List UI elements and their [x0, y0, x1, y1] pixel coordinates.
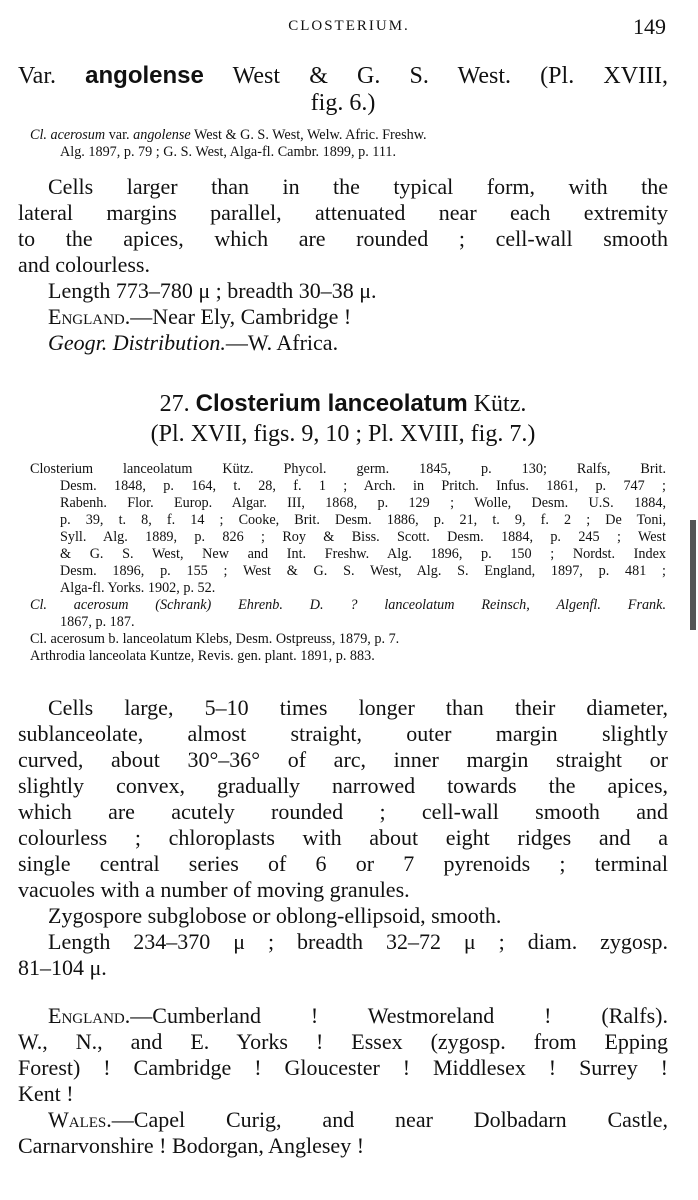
variety-heading-line	[18, 62, 668, 90]
scan-edge-mark	[690, 520, 696, 630]
reference-line: Cl. acerosum b. lanceolatum Klebs, Desm. Ostpreuss, 1879, p. 7.	[30, 631, 400, 647]
region-text: —Capel Curig, and near Dolbadarn Castle,	[111, 1107, 668, 1132]
region-text: —Cumberland ! Westmoreland ! (Ralfs).	[130, 1003, 668, 1028]
reference-line: Closterium lanceolatum Kütz. Phycol. germ. 1845, p. 130; Ralfs, Brit.	[30, 461, 666, 477]
species-author: Kütz.	[473, 391, 527, 417]
reference-line: Arthrodia lanceolata Kuntze, Revis. gen. plant. 1891, p. 883.	[30, 648, 375, 664]
region-text-line: Carnarvonshire ! Bodorgan, Anglesey !	[18, 1133, 365, 1158]
region-label: Geogr. Distribution.	[48, 330, 226, 355]
measurements-cont: 81–104 μ.	[18, 955, 107, 980]
region-text: —W. Africa.	[225, 330, 339, 355]
reference-line: p. 39, t. 8, f. 14 ; Cooke, Brit. Desm. 1886, p. 21, t. 9, f. 2 ; De Toni,	[60, 512, 666, 528]
ref-epithet: angolense	[133, 127, 191, 143]
description-line: to the apices, which are rounded ; cell-wall smooth	[18, 226, 668, 251]
species-references	[30, 461, 666, 665]
region-text-line: W., N., and E. Yorks ! Essex (zygosp. from Epping	[18, 1029, 668, 1054]
variety-authority: West & G. S. West. (Pl. XVIII,	[232, 63, 668, 89]
description-line: and colourless.	[18, 252, 150, 277]
running-title: CLOSTERIUM.	[288, 18, 410, 34]
page-number: 149	[633, 14, 666, 39]
distribution-geographic	[18, 330, 668, 356]
reference-line: Alga-fl. Yorks. 1902, p. 52.	[60, 580, 216, 596]
ref-rank: var.	[108, 127, 130, 143]
ref-taxon: Cl. acerosum	[30, 127, 106, 143]
region-label: England.	[48, 304, 131, 329]
ref-citation: West & G. S. West, Welw. Afric. Freshw.	[193, 127, 427, 143]
description-line: sublanceolate, almost straight, outer margin slightly	[18, 721, 668, 746]
reference-line: & G. S. West, New and Int. Freshw. Alg. 1896, p. 150 ; Nordst. Index	[60, 546, 666, 562]
description-line: single central series of 6 or 7 pyrenoids ; terminal	[18, 851, 668, 876]
reference-line: Cl. acerosum (Schrank) Ehrenb. D. ? lanceolatum Reinsch, Algenfl. Frank.	[30, 597, 666, 613]
region-label: Wales.	[48, 1107, 112, 1132]
distribution-england	[18, 1003, 668, 1029]
description-line: vacuoles with a number of moving granules.	[18, 877, 410, 902]
distribution-wales	[18, 1107, 668, 1133]
description-line: slightly convex, gradually narrowed towards the apices,	[18, 773, 668, 798]
description-line: Cells large, 5–10 times longer than their diameter,	[48, 695, 668, 720]
species-heading	[18, 390, 668, 448]
reference-line: Desm. 1848, p. 164, t. 28, f. 1 ; Arch. in Pritch. Infus. 1861, p. 747 ;	[60, 478, 666, 494]
species-description	[18, 695, 668, 981]
variety-figure-ref: fig. 6.)	[310, 90, 376, 116]
reference-line: Syll. Alg. 1889, p. 826 ; Roy & Biss. Scott. Desm. 1884, p. 245 ; West	[60, 529, 666, 545]
ref-citation-cont: Alg. 1897, p. 79 ; G. S. West, Alga-fl. Cambr. 1899, p. 111.	[60, 144, 397, 160]
reference-line: Rabenh. Flor. Europ. Algar. III, 1868, p. 129 ; Wolle, Desm. U.S. 1884,	[60, 495, 666, 511]
description-line: colourless ; chloroplasts with about eight ridges and a	[18, 825, 668, 850]
measurements: Length 773–780 μ ; breadth 30–38 μ.	[48, 278, 377, 303]
variety-description	[18, 174, 668, 356]
description-line: curved, about 30°–36° of arc, inner margin straight or	[18, 747, 668, 772]
variety-prefix: Var.	[18, 63, 56, 89]
region-text-line: Kent !	[18, 1081, 74, 1106]
reference-line: 1867, p. 187.	[60, 614, 135, 630]
species-number: 27.	[159, 391, 190, 417]
reference-line: Desm. 1896, p. 155 ; West & G. S. West, Alg. S. England, 1897, p. 481 ;	[60, 563, 666, 579]
variety-name: angolense	[85, 62, 204, 89]
running-header	[0, 14, 698, 38]
species-plates: (Pl. XVII, figs. 9, 10 ; Pl. XVIII, fig. 7.)	[150, 421, 536, 447]
species-distribution	[18, 1003, 668, 1159]
measurements: Length 234–370 μ ; breadth 32–72 μ ; diam. zygosp.	[48, 929, 668, 954]
region-text: —Near Ely, Cambridge !	[130, 304, 352, 329]
description-line: lateral margins parallel, attenuated near each extremity	[18, 200, 668, 225]
zygospore-description: Zygospore subglobose or oblong-ellipsoid, smooth.	[48, 903, 502, 928]
variety-references	[30, 127, 660, 161]
species-name: Closterium lanceolatum	[195, 390, 468, 417]
region-label: England.	[48, 1003, 131, 1028]
distribution-england	[18, 304, 668, 330]
region-text-line: Forest) ! Cambridge ! Gloucester ! Middlesex ! Surrey !	[18, 1055, 668, 1080]
variety-heading	[18, 62, 668, 117]
description-line: which are acutely rounded ; cell-wall smooth and	[18, 799, 668, 824]
description-line: Cells larger than in the typical form, with the	[48, 174, 668, 199]
